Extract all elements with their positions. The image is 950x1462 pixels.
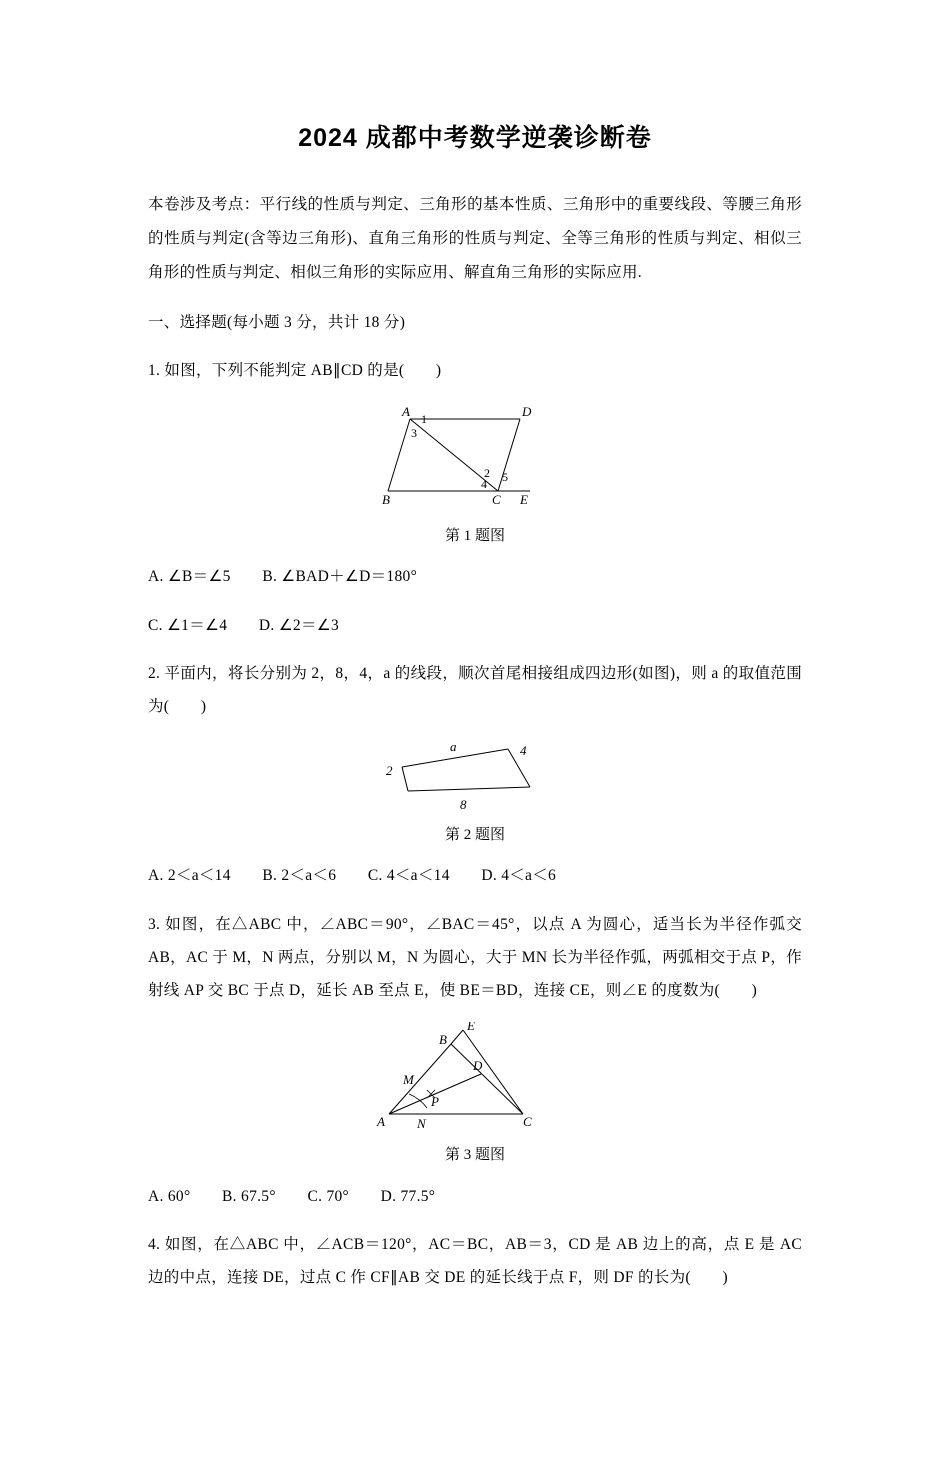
svg-text:5: 5 (502, 469, 508, 484)
page-title: 2024 成都中考数学逆袭诊断卷 (298, 124, 652, 152)
svg-text:P: P (431, 1094, 439, 1109)
question-2-stem: 2. 平面内，将长分别为 2，8，4，a 的线段，顺次首尾相接组成四边形(如图)，则 a 的取值范围为( ) (148, 665, 802, 715)
question-2-figure-caption: 第 2 题图 (444, 826, 505, 843)
question-3-stem: 3. 如图，在△ABC 中，∠ABC＝90°，∠BAC＝45°，以点 A 为圆心，适当长为半径作弧交 AB，AC 于 M，N 两点，分别以 M，N 为圆心，大于 MN 长为半径作弧，两弧相交于点 P，作射线 AP 交 BC 于点 D，延长 AB 至点 E，使 BE＝BD，连接 CE，则∠E 的度数为( ) (148, 915, 802, 999)
question-3-choices-line-1: A. 60° B. 67.5° C. 70° D. 77.5° (148, 1187, 436, 1205)
svg-text:B: B (382, 491, 390, 507)
question-3-figure-caption: 第 3 题图 (444, 1147, 505, 1163)
svg-text:2: 2 (386, 762, 393, 778)
svg-text:C: C (492, 491, 501, 507)
question-1-choices-line-1: A. ∠B＝∠5 B. ∠BAD＋∠D＝180° (148, 568, 418, 585)
question-1-figure-caption: 第 1 题图 (444, 527, 505, 544)
svg-text:A: A (377, 1114, 385, 1129)
question-3-figure (148, 1022, 802, 1137)
question-4-stem: 4. 如图，在△ABC 中，∠ACB＝120°，AC＝BC，AB＝3，CD 是 AB 边上的高，点 E 是 AC 边的中点，连接 DE，过点 C 作 CF∥AB 交 DE 的延长线于点 F，则 DF 的长为( ) (148, 1236, 802, 1286)
question-2-figure (148, 739, 802, 817)
svg-text:A: A (402, 403, 410, 419)
question-2-choices-line-1: A. 2＜a＜14 B. 2＜a＜6 C. 4＜a＜14 D. 4＜a＜6 (148, 867, 557, 884)
svg-text:8: 8 (460, 796, 467, 812)
svg-text:1: 1 (421, 411, 427, 426)
section-heading-one: 一、选择题(每小题 3 分，共计 18 分) (148, 313, 406, 331)
svg-text:3: 3 (411, 425, 417, 440)
svg-text:C: C (523, 1114, 532, 1129)
document-page (0, 118, 950, 1462)
question-1-stem: 1. 如图，下列不能判定 AB∥CD 的是( ) (148, 362, 442, 379)
svg-text:D: D (522, 403, 532, 419)
figure-1-svg (380, 403, 570, 518)
svg-text:4: 4 (520, 742, 527, 758)
intro-paragraph: 本卷涉及考点：平行线的性质与判定、三角形的基本性质、三角形中的重要线段、等腰三角形的性质与判定(含等边三角形)、直角三角形的性质与判定、全等三角形的性质与判定、相似三角形的性质与判定、相似三角形的实际应用、解直角三角形的实际应用. (148, 196, 802, 281)
svg-text:a: a (450, 738, 457, 754)
svg-text:M: M (403, 1072, 414, 1087)
svg-text:B: B (439, 1032, 447, 1047)
svg-text:2: 2 (484, 465, 490, 480)
svg-text:N: N (417, 1116, 426, 1131)
figure-2-svg (380, 739, 570, 817)
svg-text:E: E (520, 491, 528, 507)
question-1-figure (148, 403, 802, 518)
svg-text:E: E (467, 1022, 475, 1033)
figure-3-svg (375, 1022, 575, 1137)
svg-text:D: D (473, 1058, 483, 1073)
question-1-choices-line-2: C. ∠1＝∠4 D. ∠2＝∠3 (148, 616, 340, 634)
svg-text:4: 4 (481, 476, 487, 491)
